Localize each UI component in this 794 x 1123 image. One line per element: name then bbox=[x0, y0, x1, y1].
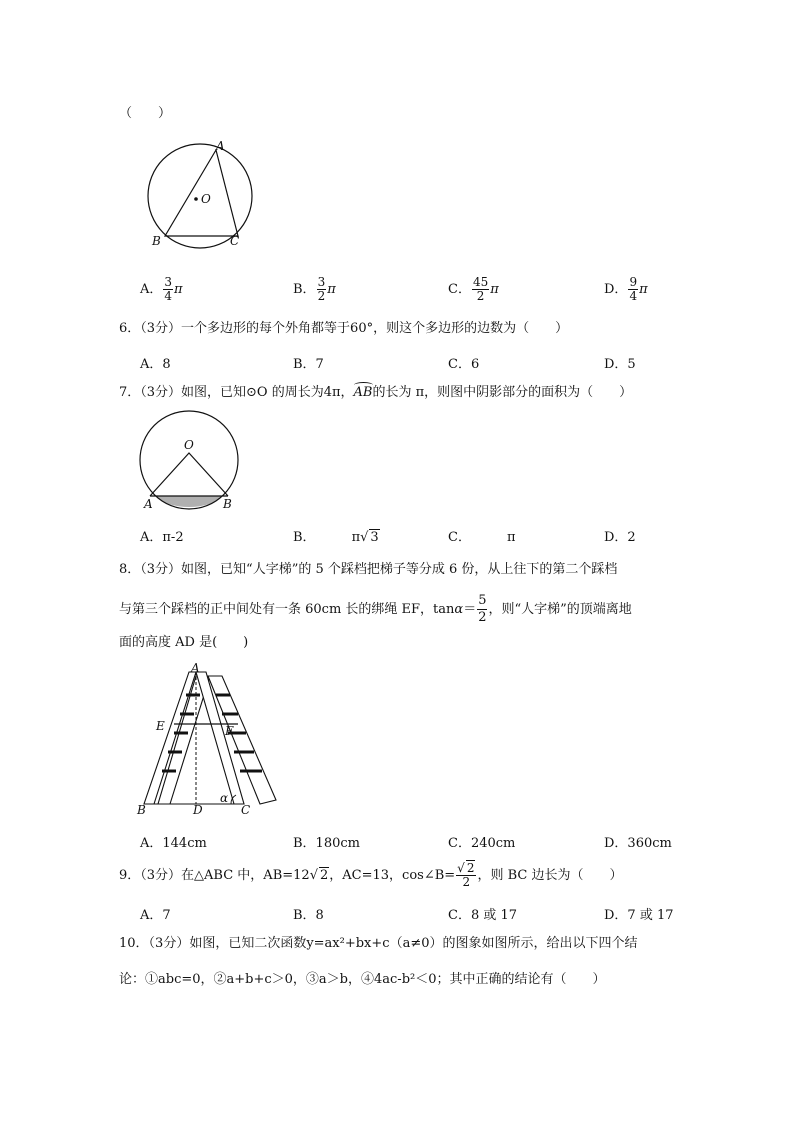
q10-stem-line1: 10．（3分）如图，已知二次函数y=ax²+bx+c（a≠0）的图象如图所示，给出以下四个结 bbox=[119, 936, 638, 951]
q8-option-c[interactable]: C．240cm bbox=[448, 836, 516, 851]
q7-option-d[interactable]: D．2 bbox=[604, 530, 636, 545]
q8-stem-line3: 面的高度 AD 是( ) bbox=[119, 635, 249, 650]
label-a: A bbox=[191, 662, 200, 675]
q6-option-d[interactable]: D．5 bbox=[604, 357, 636, 372]
label-alpha: α bbox=[220, 791, 229, 805]
q7-option-c[interactable]: C． π bbox=[448, 530, 516, 545]
q8-option-b[interactable]: B．180cm bbox=[293, 836, 360, 851]
label-b: B bbox=[223, 497, 232, 511]
q6-option-b[interactable]: B．7 bbox=[293, 357, 324, 372]
q5-option-d[interactable]: D． $\frac{9}{4}$ π bbox=[604, 275, 648, 303]
arc-ab: AB bbox=[353, 385, 373, 400]
q7-circle-figure bbox=[137, 408, 243, 514]
q8-stem-line1: 8．（3分）如图，已知“人字梯”的 5 个踩档把梯子等分成 6 份，从上往下的第二个踩档 bbox=[119, 562, 618, 577]
label-c: C bbox=[241, 803, 251, 817]
label-c: C bbox=[230, 234, 240, 248]
q8-stem-line2: 与第三个踩档的正中间处有一条 60cm 长的绑绳 EF，tanα＝ $\frac{5}{2}$ ，则“人字梯”的顶端离地 bbox=[119, 593, 632, 625]
q8-option-a[interactable]: A．144cm bbox=[140, 836, 207, 851]
q5-circle-figure bbox=[140, 140, 258, 252]
q9-option-c[interactable]: C．8 或 17 bbox=[448, 908, 518, 923]
q9-option-d[interactable]: D．7 或 17 bbox=[604, 908, 674, 923]
answer-paren: （ ） bbox=[119, 106, 172, 121]
q6-option-c[interactable]: C．6 bbox=[448, 357, 480, 372]
q10-stem-line2: 论：①abc=0，②a+b+c＞0，③a＞b，④4ac-b²＜0；其中正确的结论有（ ） bbox=[119, 972, 606, 987]
q8-option-d[interactable]: D．360cm bbox=[604, 836, 672, 851]
q6-option-a[interactable]: A．8 bbox=[140, 357, 171, 372]
q9-option-a[interactable]: A．7 bbox=[140, 908, 171, 923]
q7-option-a[interactable]: A．π-2 bbox=[140, 530, 184, 545]
label-d: D bbox=[193, 803, 203, 817]
label-b: B bbox=[137, 803, 146, 817]
label-a: A bbox=[144, 497, 153, 511]
label-e: E bbox=[156, 719, 165, 733]
q5-option-b[interactable]: B． $\frac{3}{2}$ π bbox=[293, 275, 336, 303]
q8-ladder-figure bbox=[134, 662, 284, 818]
q5-option-a[interactable]: A． $\frac{3}{4}$ π bbox=[140, 275, 183, 303]
q7-option-b[interactable]: B． π√ 3 bbox=[293, 530, 379, 545]
label-o: O bbox=[184, 438, 194, 452]
q9-stem: 9．（3分）在△ABC 中，AB=12√ 2，AC=13，cos∠B= $\frac{√ 2}{2}$ ，则 BC 边长为（ ） bbox=[119, 861, 623, 889]
label-b: B bbox=[152, 234, 161, 248]
label-f: F bbox=[225, 724, 234, 738]
q9-option-b[interactable]: B．8 bbox=[293, 908, 324, 923]
label-o: O bbox=[201, 192, 211, 206]
label-a: A bbox=[216, 140, 225, 153]
q7-stem: 7．（3分）如图，已知⊙O 的周长为4π，AB的长为 π，则图中阴影部分的面积为（ ） bbox=[119, 385, 633, 400]
q6-stem: 6．（3分）一个多边形的每个外角都等于60°，则这个多边形的边数为（ ） bbox=[119, 321, 569, 336]
q5-option-c[interactable]: C． $\frac{45}{2}$ π bbox=[448, 275, 499, 303]
